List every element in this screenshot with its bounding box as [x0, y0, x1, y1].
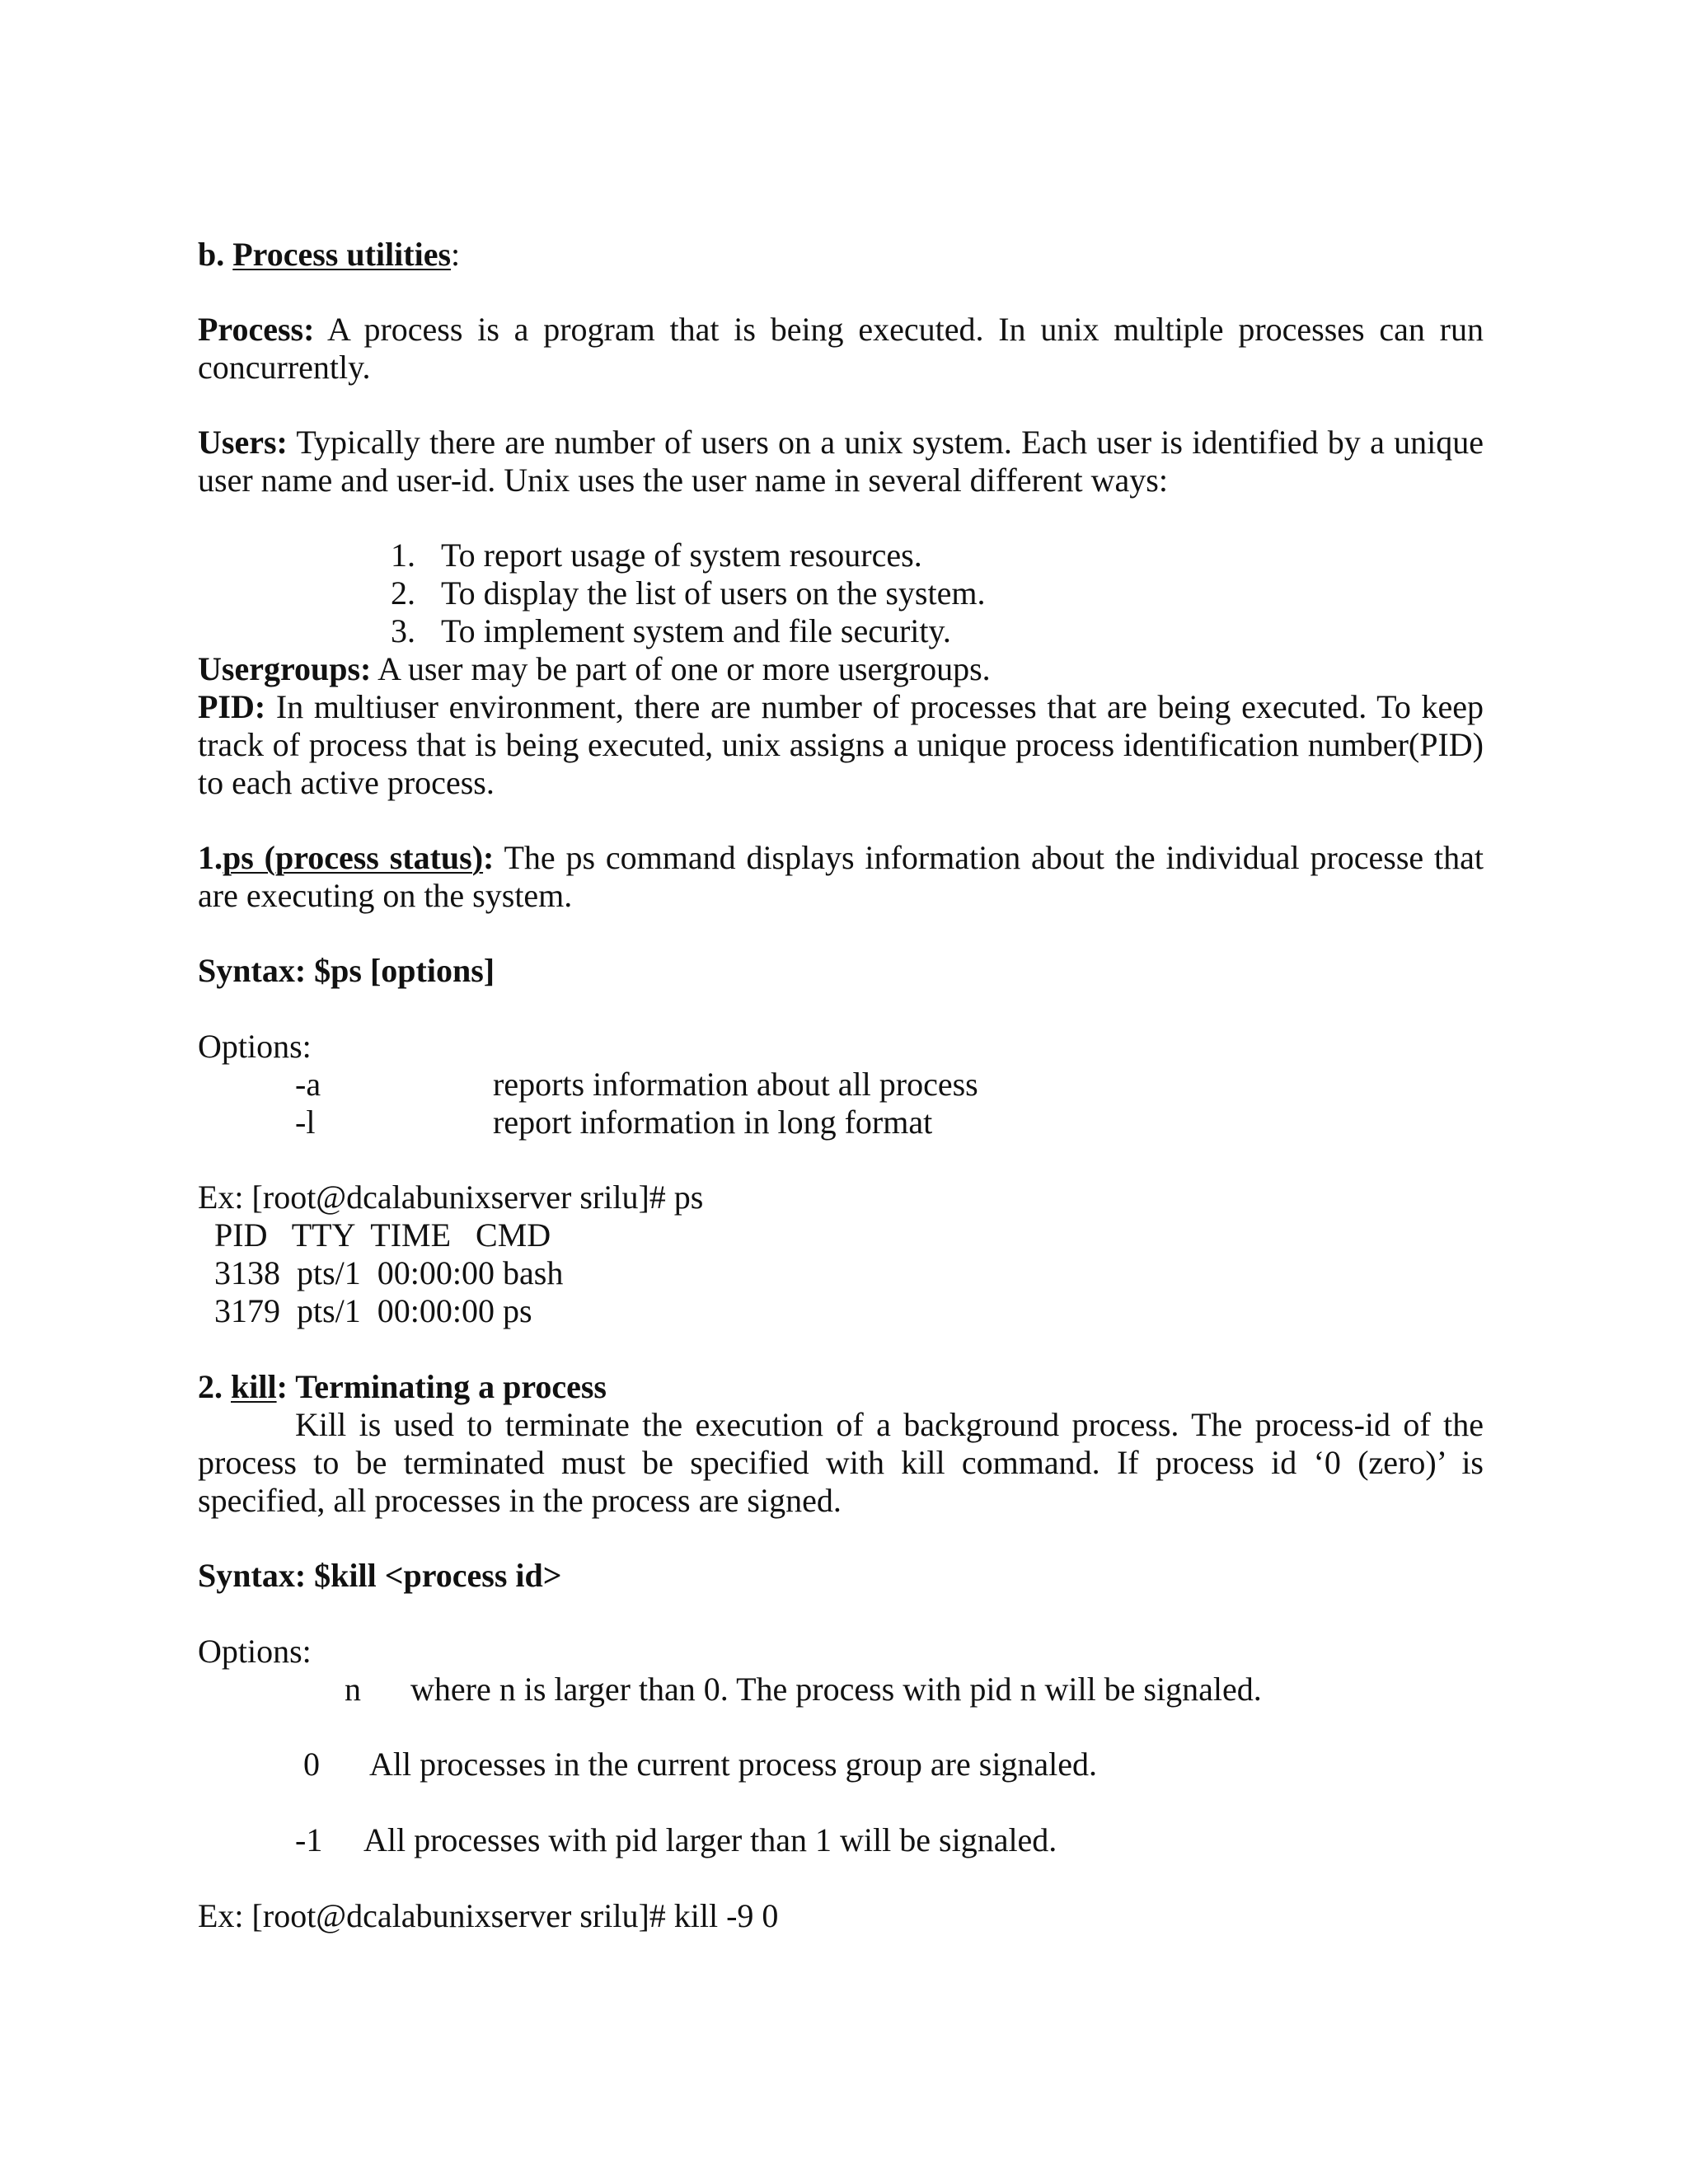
ps-output-line: PID TTY TIME CMD: [198, 1216, 551, 1254]
ps-text: The ps command displays information about the individual processe that are executing on the system.: [198, 839, 1484, 914]
kill-option-flag: 0: [303, 1746, 320, 1783]
kill-option-desc: All processes with pid larger than 1 will be signaled.: [363, 1821, 1057, 1858]
ps-syntax: Syntax: $ps [options]: [198, 952, 495, 989]
kill-command-name: kill: [231, 1368, 277, 1405]
process-text: A process is a program that is being executed. In unix multiple processes can run concurrently.: [198, 311, 1484, 386]
kill-number: 2.: [198, 1368, 231, 1405]
users-list-item-text: To implement system and file security.: [441, 612, 951, 649]
users-list-item-text: To report usage of system resources.: [441, 537, 922, 574]
users-list-item: 3.: [391, 612, 415, 649]
process-term: Process:: [198, 311, 315, 348]
kill-option-flag: -1: [295, 1821, 323, 1858]
ps-paragraph: [198, 839, 1484, 915]
ps-option-flag: -a: [295, 1066, 321, 1103]
ps-options-label: Options:: [198, 1028, 312, 1065]
ps-option-flag: -l: [295, 1104, 316, 1141]
usergroups-text: A user may be part of one or more usergroups.: [371, 650, 991, 687]
heading-suffix: :: [451, 236, 461, 273]
ps-output-line: 3138 pts/1 00:00:00 bash: [198, 1254, 564, 1291]
ps-output-line: 3179 pts/1 00:00:00 ps: [198, 1292, 532, 1329]
pid-paragraph: [198, 688, 1484, 802]
kill-syntax: Syntax: $kill <process id>: [198, 1557, 562, 1594]
process-paragraph: [198, 311, 1484, 387]
users-list-item: 2.: [391, 574, 415, 612]
section-heading: [198, 236, 460, 274]
kill-heading: [198, 1368, 607, 1406]
kill-options-label: Options:: [198, 1633, 312, 1670]
ps-number: 1.: [198, 839, 223, 876]
kill-option-flag: n: [345, 1671, 361, 1708]
users-term: Users:: [198, 424, 288, 461]
users-list-item: 1.: [391, 537, 415, 574]
users-paragraph: [198, 424, 1484, 499]
kill-option-desc: where n is larger than 0. The process with pid n will be signaled.: [410, 1671, 1262, 1708]
pid-text: In multiuser environment, there are number of processes that are being executed. To keep track of process that is being executed, unix assigns a unique process identification number(PID) to each active process.: [198, 688, 1484, 801]
ps-option-desc: reports information about all process: [493, 1066, 978, 1103]
usergroups-paragraph: [198, 650, 991, 688]
ps-example-command: Ex: [root@dcalabunixserver srilu]# ps: [198, 1179, 704, 1216]
kill-title: : Terminating a process: [276, 1368, 607, 1405]
heading-prefix: b.: [198, 236, 233, 273]
users-list-item-text: To display the list of users on the system.: [441, 574, 986, 612]
ps-command-name: ps (process status): [223, 839, 484, 876]
usergroups-term: Usergroups:: [198, 650, 372, 687]
pid-term: PID:: [198, 688, 266, 725]
kill-paragraph: Kill is used to terminate the execution of a background process. The process-id of the process to be terminated must be specified with kill command. If process id ‘0 (zero)’ is specified, all processes in the process are signed.: [198, 1406, 1484, 1519]
ps-colon: :: [483, 839, 495, 876]
heading-title: Process utilities: [232, 236, 452, 273]
users-text: Typically there are number of users on a unix system. Each user is identified by a unique user name and user-id. Unix uses the user name in several different ways:: [198, 424, 1484, 499]
ps-option-desc: report information in long format: [493, 1104, 933, 1141]
kill-example-command: Ex: [root@dcalabunixserver srilu]# kill -9 0: [198, 1897, 779, 1934]
kill-option-desc: All processes in the current process group are signaled.: [369, 1746, 1098, 1783]
